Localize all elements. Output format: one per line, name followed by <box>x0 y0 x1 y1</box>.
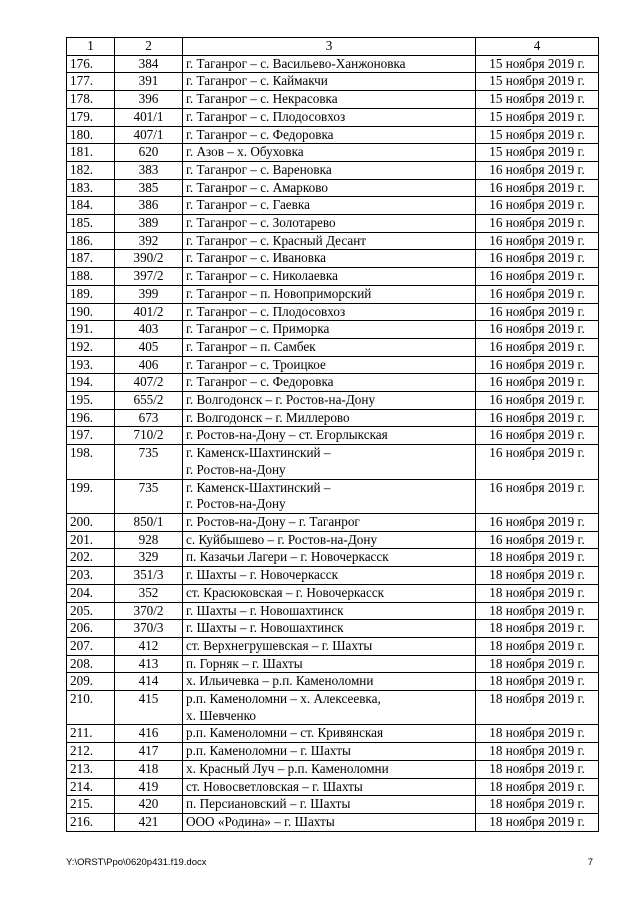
row-number-cell: 209. <box>67 673 115 691</box>
route-name-cell <box>183 602 476 620</box>
row-number-cell: 210. <box>67 691 115 725</box>
route-date-cell: 18 ноября 2019 г. <box>476 673 599 691</box>
route-date-cell: 15 ноября 2019 г. <box>476 126 599 144</box>
route-name-cell <box>183 796 476 814</box>
route-name-line: г. Шахты – г. Новочеркасск <box>186 567 339 583</box>
route-name-line: г. Ростов-на-Дону – г. Таганрог <box>186 513 360 529</box>
route-date-cell: 16 ноября 2019 г. <box>476 161 599 179</box>
route-date-cell: 16 ноября 2019 г. <box>476 338 599 356</box>
route-name-cell <box>183 144 476 162</box>
route-name-line: г. Таганрог – с. Золотарево <box>186 215 336 231</box>
route-name-line: р.п. Каменоломни – г. Шахты <box>186 743 351 759</box>
row-number-cell: 195. <box>67 392 115 410</box>
route-number-cell: 414 <box>115 673 183 691</box>
route-date-cell: 15 ноября 2019 г. <box>476 91 599 109</box>
route-name-cell <box>183 445 476 479</box>
route-name-cell <box>183 620 476 638</box>
route-number-cell: 401/2 <box>115 303 183 321</box>
route-name-line: г. Таганрог – с. Плодосовхоз <box>186 303 346 319</box>
row-number-cell: 184. <box>67 197 115 215</box>
route-name-cell <box>183 778 476 796</box>
route-name-cell <box>183 73 476 91</box>
route-name-line: ст. Красюковская – г. Новочеркасск <box>186 584 385 600</box>
route-name-cell <box>183 691 476 725</box>
row-number-cell: 177. <box>67 73 115 91</box>
route-name-cell <box>183 55 476 73</box>
route-date-cell: 18 ноября 2019 г. <box>476 813 599 831</box>
table-row <box>67 760 599 778</box>
route-date-cell: 16 ноября 2019 г. <box>476 197 599 215</box>
route-number-cell: 370/2 <box>115 602 183 620</box>
route-name-cell <box>183 321 476 339</box>
route-date-cell: 16 ноября 2019 г. <box>476 179 599 197</box>
route-number-cell: 329 <box>115 549 183 567</box>
header-cell-3: 3 <box>183 38 476 56</box>
route-number-cell: 415 <box>115 691 183 725</box>
row-number-cell: 208. <box>67 655 115 673</box>
route-name-line: г. Волгодонск – г. Ростов-на-Дону <box>186 392 376 408</box>
row-number-cell: 189. <box>67 285 115 303</box>
route-number-cell: 673 <box>115 409 183 427</box>
route-number-cell: 397/2 <box>115 268 183 286</box>
route-number-cell: 419 <box>115 778 183 796</box>
table-row <box>67 778 599 796</box>
file-path: Y:\ORST\Ppo\0620p431.f19.docx <box>66 857 207 868</box>
row-number-cell: 202. <box>67 549 115 567</box>
table-row <box>67 673 599 691</box>
table-row <box>67 285 599 303</box>
route-number-cell: 413 <box>115 655 183 673</box>
route-number-cell: 735 <box>115 479 183 513</box>
table-row <box>67 691 599 725</box>
route-name-line: г. Таганрог – с. Амарково <box>186 179 328 195</box>
route-name-cell <box>183 409 476 427</box>
route-date-cell: 16 ноября 2019 г. <box>476 392 599 410</box>
row-number-cell: 201. <box>67 531 115 549</box>
route-number-cell: 620 <box>115 144 183 162</box>
route-name-cell <box>183 126 476 144</box>
row-number-cell: 193. <box>67 356 115 374</box>
table-row <box>67 531 599 549</box>
route-name-cell <box>183 549 476 567</box>
row-number-cell: 192. <box>67 338 115 356</box>
row-number-cell: 183. <box>67 179 115 197</box>
routes-table-body <box>67 38 599 832</box>
route-number-cell: 407/2 <box>115 374 183 392</box>
row-number-cell: 203. <box>67 567 115 585</box>
row-number-cell: 194. <box>67 374 115 392</box>
route-name-line: г. Таганрог – с. Некрасовка <box>186 91 338 107</box>
route-date-cell: 18 ноября 2019 г. <box>476 620 599 638</box>
row-number-cell: 205. <box>67 602 115 620</box>
table-row <box>67 584 599 602</box>
route-number-cell: 401/1 <box>115 108 183 126</box>
row-number-cell: 181. <box>67 144 115 162</box>
route-name-line: х. Шевченко <box>186 707 256 723</box>
route-name-line: п. Персиановский – г. Шахты <box>186 796 351 812</box>
route-number-cell: 392 <box>115 232 183 250</box>
row-number-cell: 178. <box>67 91 115 109</box>
row-number-cell: 187. <box>67 250 115 268</box>
route-name-cell <box>183 813 476 831</box>
route-name-line: г. Ростов-на-Дону – ст. Егорлыкская <box>186 427 388 443</box>
route-date-cell: 15 ноября 2019 г. <box>476 108 599 126</box>
route-number-cell: 384 <box>115 55 183 73</box>
route-name-cell <box>183 567 476 585</box>
route-name-cell <box>183 584 476 602</box>
route-number-cell: 412 <box>115 637 183 655</box>
route-date-cell: 18 ноября 2019 г. <box>476 602 599 620</box>
route-name-line: г. Таганрог – с. Николаевка <box>186 268 338 284</box>
route-date-cell: 18 ноября 2019 г. <box>476 567 599 585</box>
route-date-cell: 16 ноября 2019 г. <box>476 427 599 445</box>
route-number-cell: 403 <box>115 321 183 339</box>
table-row <box>67 126 599 144</box>
route-number-cell: 351/3 <box>115 567 183 585</box>
route-date-cell: 18 ноября 2019 г. <box>476 637 599 655</box>
route-name-line: г. Ростов-на-Дону <box>186 461 286 477</box>
row-number-cell: 212. <box>67 743 115 761</box>
route-date-cell: 16 ноября 2019 г. <box>476 303 599 321</box>
table-row <box>67 144 599 162</box>
route-name-cell <box>183 392 476 410</box>
row-number-cell: 206. <box>67 620 115 638</box>
route-name-cell <box>183 374 476 392</box>
row-number-cell: 179. <box>67 108 115 126</box>
table-row <box>67 197 599 215</box>
row-number-cell: 185. <box>67 215 115 233</box>
route-number-cell: 418 <box>115 760 183 778</box>
row-number-cell: 215. <box>67 796 115 814</box>
route-number-cell: 421 <box>115 813 183 831</box>
route-date-cell: 18 ноября 2019 г. <box>476 691 599 725</box>
route-name-line: г. Таганрог – с. Плодосовхоз <box>186 108 346 124</box>
route-date-cell: 16 ноября 2019 г. <box>476 531 599 549</box>
route-date-cell: 18 ноября 2019 г. <box>476 655 599 673</box>
route-name-cell <box>183 673 476 691</box>
route-name-cell <box>183 760 476 778</box>
route-date-cell: 16 ноября 2019 г. <box>476 285 599 303</box>
route-name-line: г. Таганрог – с. Красный Десант <box>186 232 367 248</box>
route-name-line: г. Шахты – г. Новошахтинск <box>186 602 344 618</box>
table-row <box>67 268 599 286</box>
table-row <box>67 725 599 743</box>
route-number-cell: 391 <box>115 73 183 91</box>
table-row <box>67 796 599 814</box>
table-row <box>67 655 599 673</box>
route-name-line: п. Горняк – г. Шахты <box>186 655 303 671</box>
route-date-cell: 18 ноября 2019 г. <box>476 796 599 814</box>
route-date-cell: 18 ноября 2019 г. <box>476 725 599 743</box>
route-name-line: г. Таганрог – с. Федоровка <box>186 374 334 390</box>
row-number-cell: 180. <box>67 126 115 144</box>
route-number-cell: 928 <box>115 531 183 549</box>
route-name-cell <box>183 655 476 673</box>
table-row <box>67 338 599 356</box>
routes-table <box>66 37 599 832</box>
route-number-cell: 396 <box>115 91 183 109</box>
route-number-cell: 370/3 <box>115 620 183 638</box>
route-name-line: г. Таганрог – с. Васильево-Ханжоновка <box>186 55 406 71</box>
row-number-cell: 216. <box>67 813 115 831</box>
table-row <box>67 620 599 638</box>
route-date-cell: 16 ноября 2019 г. <box>476 374 599 392</box>
route-name-line: г. Азов – х. Обуховка <box>186 144 304 160</box>
table-row <box>67 303 599 321</box>
route-number-cell: 399 <box>115 285 183 303</box>
table-row <box>67 91 599 109</box>
header-cell-2: 2 <box>115 38 183 56</box>
row-number-cell: 199. <box>67 479 115 513</box>
table-row <box>67 215 599 233</box>
table-row <box>67 743 599 761</box>
route-name-line: х. Красный Луч – р.п. Каменоломни <box>186 760 389 776</box>
route-name-line: ст. Верхнегрушевская – г. Шахты <box>186 637 373 653</box>
route-name-cell <box>183 179 476 197</box>
route-number-cell: 385 <box>115 179 183 197</box>
route-name-line: г. Таганрог – с. Приморка <box>186 321 330 337</box>
row-number-cell: 182. <box>67 161 115 179</box>
table-row <box>67 392 599 410</box>
route-name-line: г. Таганрог – с. Вареновка <box>186 161 332 177</box>
table-row <box>67 73 599 91</box>
route-date-cell: 16 ноября 2019 г. <box>476 250 599 268</box>
route-name-cell <box>183 197 476 215</box>
route-name-cell <box>183 91 476 109</box>
table-row <box>67 179 599 197</box>
route-name-line: г. Таганрог – с. Каймакчи <box>186 73 328 89</box>
route-name-line: г. Таганрог – с. Федоровка <box>186 126 334 142</box>
row-number-cell: 211. <box>67 725 115 743</box>
row-number-cell: 214. <box>67 778 115 796</box>
row-number-cell: 200. <box>67 513 115 531</box>
route-date-cell: 15 ноября 2019 г. <box>476 73 599 91</box>
route-date-cell: 16 ноября 2019 г. <box>476 409 599 427</box>
route-number-cell: 416 <box>115 725 183 743</box>
table-row <box>67 356 599 374</box>
route-name-line: р.п. Каменоломни – х. Алексеевка, <box>186 691 381 707</box>
route-name-cell <box>183 513 476 531</box>
route-number-cell: 390/2 <box>115 250 183 268</box>
route-date-cell: 18 ноября 2019 г. <box>476 743 599 761</box>
route-name-line: г. Каменск-Шахтинский – <box>186 445 331 461</box>
route-name-line: п. Казачьи Лагери – г. Новочеркасск <box>186 549 389 565</box>
route-date-cell: 16 ноября 2019 г. <box>476 479 599 513</box>
route-number-cell: 735 <box>115 445 183 479</box>
table-row <box>67 567 599 585</box>
route-name-line: г. Таганрог – с. Гаевка <box>186 197 310 213</box>
route-name-cell <box>183 479 476 513</box>
route-number-cell: 850/1 <box>115 513 183 531</box>
route-name-cell <box>183 215 476 233</box>
table-row <box>67 813 599 831</box>
route-number-cell: 407/1 <box>115 126 183 144</box>
route-name-cell <box>183 725 476 743</box>
route-number-cell: 655/2 <box>115 392 183 410</box>
route-number-cell: 352 <box>115 584 183 602</box>
table-row <box>67 161 599 179</box>
route-name-cell <box>183 531 476 549</box>
row-number-cell: 196. <box>67 409 115 427</box>
table-row <box>67 427 599 445</box>
route-name-cell <box>183 250 476 268</box>
route-name-line: г. Таганрог – п. Новоприморский <box>186 285 372 301</box>
table-row <box>67 55 599 73</box>
route-name-line: г. Таганрог – с. Троицкое <box>186 356 326 372</box>
route-name-cell <box>183 161 476 179</box>
route-number-cell: 420 <box>115 796 183 814</box>
table-row <box>67 445 599 479</box>
row-number-cell: 176. <box>67 55 115 73</box>
row-number-cell: 190. <box>67 303 115 321</box>
route-name-cell <box>183 285 476 303</box>
table-row <box>67 479 599 513</box>
route-name-line: с. Куйбышево – г. Ростов-на-Дону <box>186 531 378 547</box>
route-date-cell: 16 ноября 2019 г. <box>476 513 599 531</box>
route-date-cell: 16 ноября 2019 г. <box>476 445 599 479</box>
route-name-cell <box>183 268 476 286</box>
route-name-cell <box>183 108 476 126</box>
route-date-cell: 18 ноября 2019 г. <box>476 778 599 796</box>
row-number-cell: 204. <box>67 584 115 602</box>
route-name-line: г. Волгодонск – г. Миллерово <box>186 409 350 425</box>
route-name-cell <box>183 338 476 356</box>
route-name-cell <box>183 637 476 655</box>
route-date-cell: 18 ноября 2019 г. <box>476 549 599 567</box>
route-date-cell: 16 ноября 2019 г. <box>476 215 599 233</box>
route-name-line: ст. Новосветловская – г. Шахты <box>186 778 363 794</box>
route-name-line: ООО «Родина» – г. Шахты <box>186 813 335 829</box>
route-name-cell <box>183 743 476 761</box>
route-name-line: г. Таганрог – п. Самбек <box>186 338 316 354</box>
table-row <box>67 637 599 655</box>
route-date-cell: 18 ноября 2019 г. <box>476 584 599 602</box>
table-row <box>67 250 599 268</box>
route-date-cell: 18 ноября 2019 г. <box>476 760 599 778</box>
row-number-cell: 197. <box>67 427 115 445</box>
route-number-cell: 383 <box>115 161 183 179</box>
route-number-cell: 710/2 <box>115 427 183 445</box>
route-date-cell: 16 ноября 2019 г. <box>476 356 599 374</box>
route-number-cell: 406 <box>115 356 183 374</box>
route-number-cell: 386 <box>115 197 183 215</box>
table-row <box>67 108 599 126</box>
route-number-cell: 405 <box>115 338 183 356</box>
row-number-cell: 191. <box>67 321 115 339</box>
row-number-cell: 188. <box>67 268 115 286</box>
route-date-cell: 15 ноября 2019 г. <box>476 144 599 162</box>
route-date-cell: 16 ноября 2019 г. <box>476 268 599 286</box>
route-number-cell: 417 <box>115 743 183 761</box>
row-number-cell: 198. <box>67 445 115 479</box>
table-row <box>67 321 599 339</box>
route-name-cell <box>183 232 476 250</box>
table-row <box>67 549 599 567</box>
table-header-row <box>67 38 599 56</box>
route-name-line: г. Шахты – г. Новошахтинск <box>186 620 344 636</box>
row-number-cell: 213. <box>67 760 115 778</box>
route-number-cell: 389 <box>115 215 183 233</box>
table-row <box>67 374 599 392</box>
route-date-cell: 15 ноября 2019 г. <box>476 55 599 73</box>
table-row <box>67 602 599 620</box>
route-name-line: х. Ильичевка – р.п. Каменоломни <box>186 673 374 689</box>
route-name-cell <box>183 356 476 374</box>
route-name-line: г. Таганрог – с. Ивановка <box>186 250 327 266</box>
route-name-line: г. Ростов-на-Дону <box>186 496 286 512</box>
table-row <box>67 513 599 531</box>
table-row <box>67 232 599 250</box>
page-number: 7 <box>587 857 593 868</box>
row-number-cell: 186. <box>67 232 115 250</box>
header-cell-1: 1 <box>67 38 115 56</box>
route-name-cell <box>183 303 476 321</box>
table-row <box>67 409 599 427</box>
route-name-cell <box>183 427 476 445</box>
route-name-line: р.п. Каменоломни – ст. Кривянская <box>186 725 384 741</box>
route-date-cell: 16 ноября 2019 г. <box>476 321 599 339</box>
header-cell-4: 4 <box>476 38 599 56</box>
row-number-cell: 207. <box>67 637 115 655</box>
route-name-line: г. Каменск-Шахтинский – <box>186 479 331 495</box>
route-date-cell: 16 ноября 2019 г. <box>476 232 599 250</box>
